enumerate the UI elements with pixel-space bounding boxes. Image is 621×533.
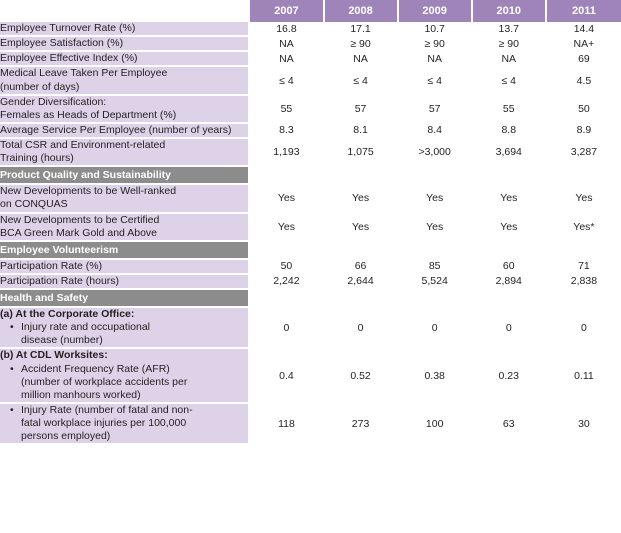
data-cell: Yes	[472, 213, 546, 241]
header-blank-cell	[0, 0, 249, 22]
row-label	[0, 22, 249, 36]
data-cell: Yes	[324, 184, 398, 212]
data-cell: Yes	[472, 184, 546, 212]
row-label-bullets	[0, 321, 248, 347]
row-label-bullet-line: fatal workplace injuries per 100,000	[21, 417, 187, 429]
table-row	[0, 259, 621, 274]
table-section-row	[0, 289, 621, 307]
table-row	[0, 274, 621, 289]
section-heading: Employee Volunteerism	[0, 241, 249, 259]
row-label-line: on CONQUAS	[0, 198, 68, 211]
row-label-bullet-line: • Accident Frequency Rate (AFR)	[10, 363, 248, 376]
row-label-line: Employee Satisfaction (%)	[0, 37, 124, 50]
table-header-row	[0, 0, 621, 22]
data-cell: 10.7	[398, 22, 472, 36]
table-row	[0, 66, 621, 94]
data-cell: 0.38	[398, 348, 472, 403]
row-label-line: Employee Turnover Rate (%)	[0, 22, 136, 34]
data-cell: NA	[472, 51, 546, 66]
table-row	[0, 348, 621, 403]
data-cell: 0.52	[324, 348, 398, 403]
data-cell: 0	[546, 307, 621, 348]
data-cell: NA	[249, 51, 323, 66]
row-label-line: Total CSR and Environment-related	[0, 139, 166, 151]
data-cell: 14.4	[546, 22, 621, 36]
data-cell: 63	[472, 403, 546, 444]
row-label-line: Gender Diversification:	[0, 95, 107, 108]
section-filler-cell	[249, 241, 323, 259]
table-row	[0, 307, 621, 348]
data-cell: 4.5	[546, 66, 621, 94]
row-label-line: Average Service Per Employee (number of years)	[0, 123, 232, 136]
table-row	[0, 138, 621, 166]
table-row	[0, 213, 621, 241]
row-label-line: Participation Rate (%)	[0, 259, 103, 272]
data-cell: 0	[249, 307, 323, 348]
data-cell: 50	[546, 95, 621, 123]
section-filler-cell	[398, 289, 472, 307]
data-cell: 273	[324, 403, 398, 444]
row-label-bullet-line: persons employed)	[21, 430, 111, 443]
section-filler-cell	[249, 289, 323, 307]
table-row	[0, 22, 621, 36]
column-header-year: 2009	[398, 0, 472, 22]
data-cell: 100	[398, 403, 472, 444]
data-cell: Yes	[398, 184, 472, 212]
row-label	[0, 138, 249, 166]
row-label-lead: (a) At the Corporate Office:	[0, 308, 135, 320]
data-cell: 8.8	[472, 123, 546, 138]
section-filler-cell	[472, 289, 546, 307]
section-heading: Product Quality and Sustainability	[0, 166, 249, 184]
row-label-bullet-line: • Injury rate and occupational	[10, 321, 248, 334]
data-cell: NA	[249, 36, 323, 51]
data-cell: Yes	[398, 213, 472, 241]
row-label-bullet-line: (number of workplace accidents per	[21, 375, 188, 388]
data-cell: 30	[546, 403, 621, 444]
data-cell: 0	[472, 307, 546, 348]
data-cell: 8.4	[398, 123, 472, 138]
data-cell: ≥ 90	[324, 36, 398, 51]
table-row	[0, 123, 621, 138]
data-cell: 0	[398, 307, 472, 348]
data-cell: 118	[249, 403, 323, 444]
table-row	[0, 36, 621, 51]
data-cell: ≤ 4	[324, 66, 398, 94]
section-filler-cell	[546, 241, 621, 259]
data-cell: 0.23	[472, 348, 546, 403]
row-label-bullets	[0, 363, 248, 402]
data-cell: 3,287	[546, 138, 621, 166]
data-cell: ≥ 90	[398, 36, 472, 51]
data-cell: 8.9	[546, 123, 621, 138]
row-label-line: (number of days)	[0, 80, 80, 93]
data-cell: 2,838	[546, 274, 621, 289]
data-cell: 2,644	[324, 274, 398, 289]
data-cell: Yes	[249, 184, 323, 212]
column-header-year: 2008	[324, 0, 398, 22]
data-cell: ≥ 90	[472, 36, 546, 51]
data-cell: NA	[324, 51, 398, 66]
data-cell: 66	[324, 259, 398, 274]
section-filler-cell	[546, 166, 621, 184]
row-label	[0, 66, 249, 94]
table-row	[0, 51, 621, 66]
table-row	[0, 403, 621, 444]
data-cell: 60	[472, 259, 546, 274]
section-heading: Health and Safety	[0, 289, 249, 307]
section-filler-cell	[249, 166, 323, 184]
row-label-line: Training (hours)	[0, 152, 74, 165]
data-cell: 55	[472, 95, 546, 123]
row-label-line: New Developments to be Well-ranked	[0, 185, 177, 198]
data-cell: 13.7	[472, 22, 546, 36]
data-cell: 0.11	[546, 348, 621, 403]
data-cell: 71	[546, 259, 621, 274]
row-label	[0, 95, 249, 123]
data-cell: Yes*	[546, 213, 621, 241]
row-label-lead: (b) At CDL Worksites:	[0, 349, 108, 362]
data-cell: 1,075	[324, 138, 398, 166]
section-filler-cell	[398, 166, 472, 184]
row-label-line: Employee Effective Index (%)	[0, 52, 138, 65]
row-label-bullets	[0, 404, 248, 443]
section-filler-cell	[546, 289, 621, 307]
row-label	[0, 123, 249, 138]
table-row	[0, 184, 621, 212]
section-filler-cell	[324, 166, 398, 184]
table-section-row	[0, 166, 621, 184]
data-cell: ≤ 4	[472, 66, 546, 94]
table-section-row	[0, 241, 621, 259]
row-label	[0, 213, 249, 241]
row-label	[0, 348, 249, 403]
data-cell: 2,894	[472, 274, 546, 289]
row-label-line: Participation Rate (hours)	[0, 274, 120, 287]
data-cell: 3,694	[472, 138, 546, 166]
row-label	[0, 51, 249, 66]
data-cell: 0.4	[249, 348, 323, 403]
data-cell: 50	[249, 259, 323, 274]
row-label	[0, 36, 249, 51]
data-cell: 85	[398, 259, 472, 274]
data-cell: Yes	[249, 213, 323, 241]
row-label-line: New Developments to be Certified	[0, 213, 160, 226]
row-label-line: Females as Heads of Department (%)	[0, 108, 177, 121]
section-filler-cell	[472, 166, 546, 184]
data-cell: 69	[546, 51, 621, 66]
section-filler-cell	[472, 241, 546, 259]
data-cell: 57	[398, 95, 472, 123]
data-cell: NA+	[546, 36, 621, 51]
data-cell: ≤ 4	[398, 66, 472, 94]
data-cell: Yes	[324, 213, 398, 241]
row-label-line: BCA Green Mark Gold and Above	[0, 226, 158, 239]
section-filler-cell	[324, 241, 398, 259]
data-cell: 0	[324, 307, 398, 348]
column-header-year: 2007	[249, 0, 323, 22]
section-filler-cell	[398, 241, 472, 259]
data-cell: 16.8	[249, 22, 323, 36]
row-label	[0, 403, 249, 444]
row-label-bullet-line: • Injury Rate (number of fatal and non-	[10, 404, 248, 417]
data-cell: 5,524	[398, 274, 472, 289]
section-filler-cell	[324, 289, 398, 307]
data-cell: ≤ 4	[249, 66, 323, 94]
data-cell: 8.1	[324, 123, 398, 138]
row-label-line: Medical Leave Taken Per Employee	[0, 67, 168, 80]
data-cell: 8.3	[249, 123, 323, 138]
data-cell: Yes	[546, 184, 621, 212]
column-header-year: 2011	[546, 0, 621, 22]
data-cell: NA	[398, 51, 472, 66]
data-cell: 2,242	[249, 274, 323, 289]
table-row	[0, 95, 621, 123]
data-cell: >3,000	[398, 138, 472, 166]
row-label	[0, 184, 249, 212]
data-cell: 55	[249, 95, 323, 123]
row-label-bullet-line: million manhours worked)	[21, 388, 141, 401]
data-cell: 57	[324, 95, 398, 123]
row-label-bullet-line: disease (number)	[21, 334, 103, 347]
data-cell: 1,193	[249, 138, 323, 166]
row-label	[0, 274, 249, 289]
data-cell: 17.1	[324, 22, 398, 36]
row-label	[0, 259, 249, 274]
row-label	[0, 307, 249, 348]
column-header-year: 2010	[472, 0, 546, 22]
